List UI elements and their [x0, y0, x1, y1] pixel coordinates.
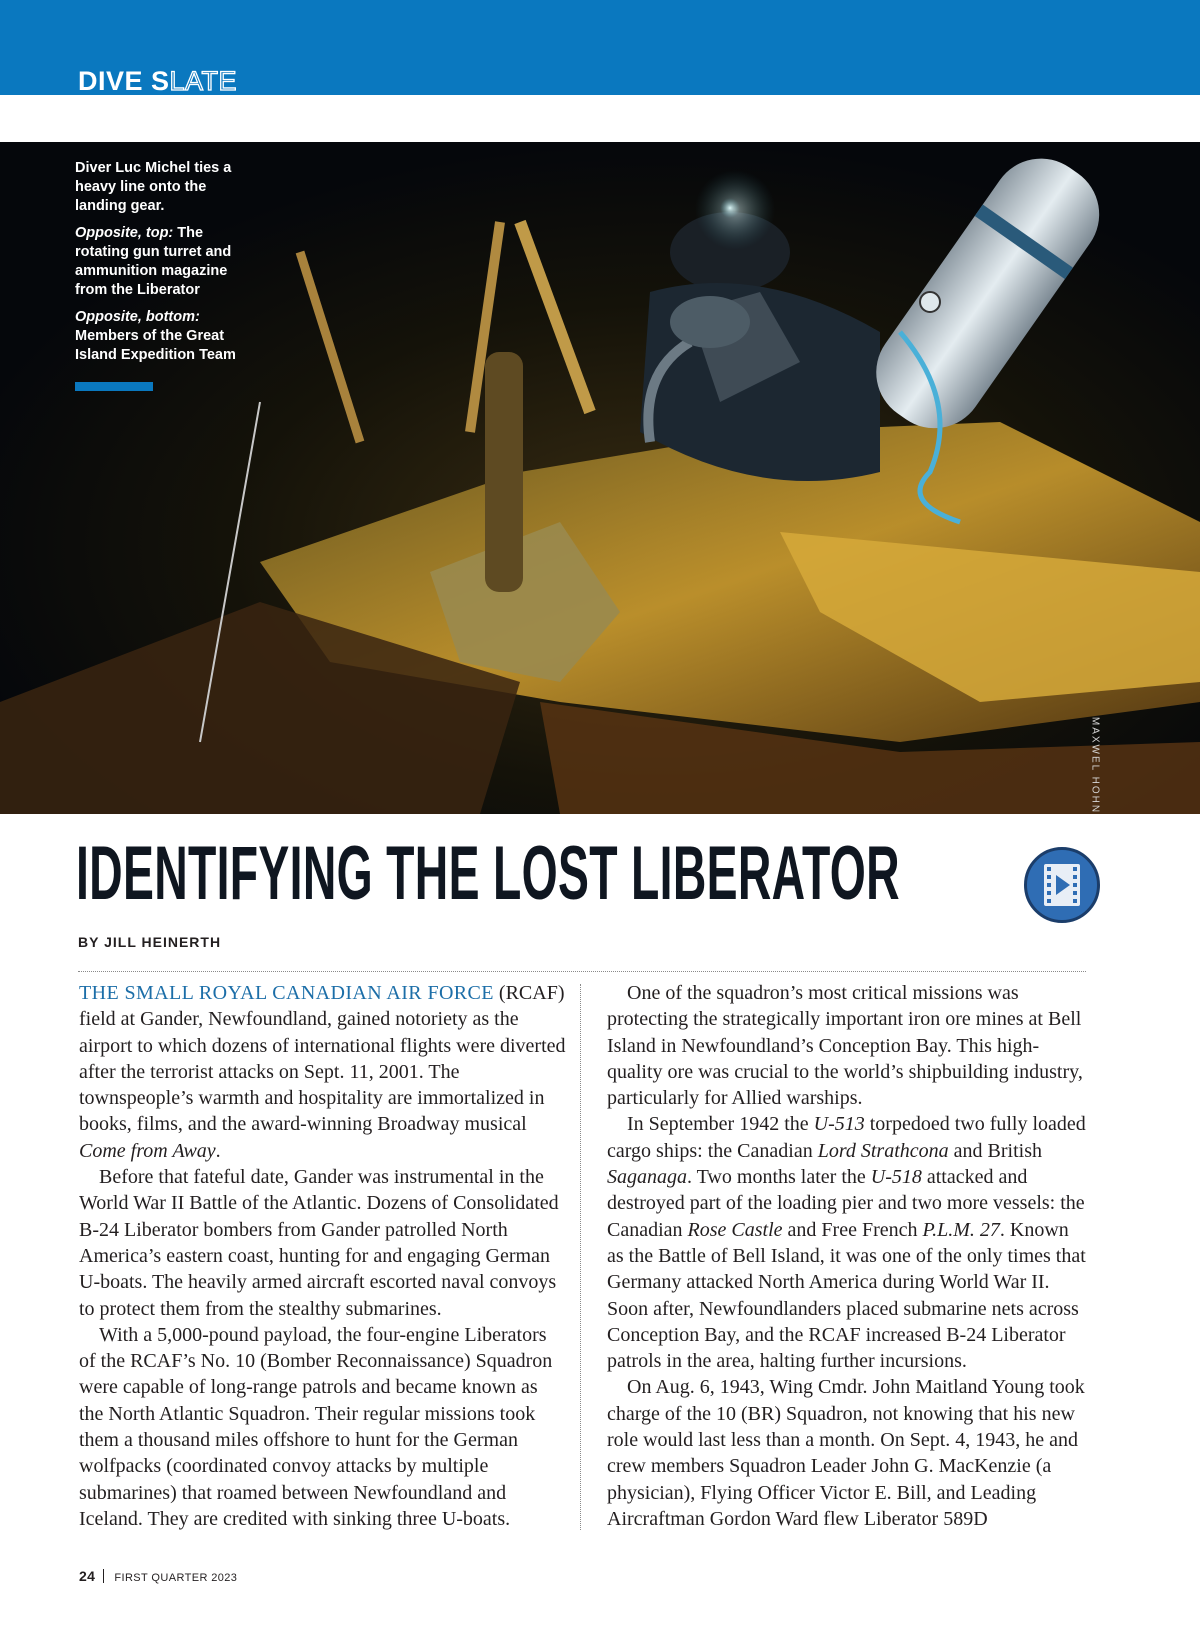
caption-main: Diver Luc Michel ties a heavy line onto the landing gear. [75, 160, 232, 214]
paragraph: In September 1942 the U-513 torpedoed two fully loaded cargo ships: the Canadian Lord Strathcona and British Saganaga. Two months later the U-518 attacked and destroyed part of the loading pier and two more vessels: the Canadian Rose Castle and Free French P.L.M. 27. Known as the Battle of Bell Island, it was one of the only times that Germany attacked North America during World War II. Soon after, Newfoundlanders placed submarine nets across Conception Bay, and the RCAF increased B-24 Liberator patrols in the area, halting further incursions. [607, 1113, 1086, 1373]
photo-credit: MAXWEL HOHN [1089, 716, 1101, 815]
play-film-icon [1027, 850, 1097, 920]
paragraph: On Aug. 6, 1943, Wing Cmdr. John Maitland Young took charge of the 10 (BR) Squadron, not knowing that his new role would last less than a month. On Sept. 4, 1943, he and crew members Squadron Leader John G. MacKenzie (a physician), Flying Officer Victor E. Bill, and Leading Aircraftman Gordon Ward flew Liberator 589D [607, 1376, 1085, 1530]
page-footer [79, 1568, 237, 1584]
caption-rule [75, 382, 153, 391]
lead-in: THE SMALL ROYAL CANADIAN AIR FORCE [79, 982, 494, 1004]
video-play-button[interactable] [1024, 847, 1100, 923]
caption-opposite-bottom: Opposite, bottom: Members of the Great Island Expedition Team [75, 309, 236, 363]
column-left [79, 980, 567, 1532]
caption-opposite-top: Opposite, top: The rotating gun turret and ammunition magazine from the Liberator [75, 225, 232, 298]
page-number: 24 [79, 1568, 96, 1584]
paragraph: THE SMALL ROYAL CANADIAN AIR FORCE (RCAF) field at Gander, Newfoundland, gained notoriety as the airport to which dozens of international flights were diverted after the terrorist attacks on Sept. 11, 2001. The townspeople’s warmth and hospitality are immortalized in books, films, and the award-winning Broadway musical Come from Away. [79, 982, 566, 1162]
footer-separator [103, 1569, 104, 1583]
paragraph: Before that fateful date, Gander was instrumental in the World War II Battle of the Atlantic. Dozens of Consolidated B-24 Liberator bombers from Gander patrolled North America’s eastern coast, hunting for and engaging German U-boats. The heavily armed aircraft escorted naval convoys to protect them from the stealthy submarines. [79, 1166, 559, 1320]
column-divider [580, 984, 581, 1530]
photo-caption [75, 159, 245, 373]
byline: BY JILL HEINERTH [78, 934, 222, 950]
issue-label: FIRST QUARTER 2023 [114, 1572, 238, 1584]
article-title: IDENTIFYING THE LOST LIBERATOR [76, 831, 900, 916]
section-label: DIVE SLATE [78, 66, 238, 96]
column-right [607, 980, 1087, 1532]
divider-rule [78, 971, 1086, 972]
paragraph: One of the squadron’s most critical missions was protecting the strategically important iron ore mines at Bell Island in Newfoundland’s Conception Bay. This high-quality ore was crucial to the world’s shipbuilding industry, particularly for Allied warships. [607, 982, 1083, 1110]
paragraph: With a 5,000-pound payload, the four-engine Liberators of the RCAF’s No. 10 (Bomber Reconnaissance) Squadron were capable of long-range patrols and became known as the North Atlantic Squadron. Their regular missions took them a thousand miles offshore to hunt for the German wolfpacks (coordinated convoy attacks by multiple submarines) that roamed between Newfoundland and Iceland. They are credited with sinking three U-boats. [79, 1323, 553, 1530]
